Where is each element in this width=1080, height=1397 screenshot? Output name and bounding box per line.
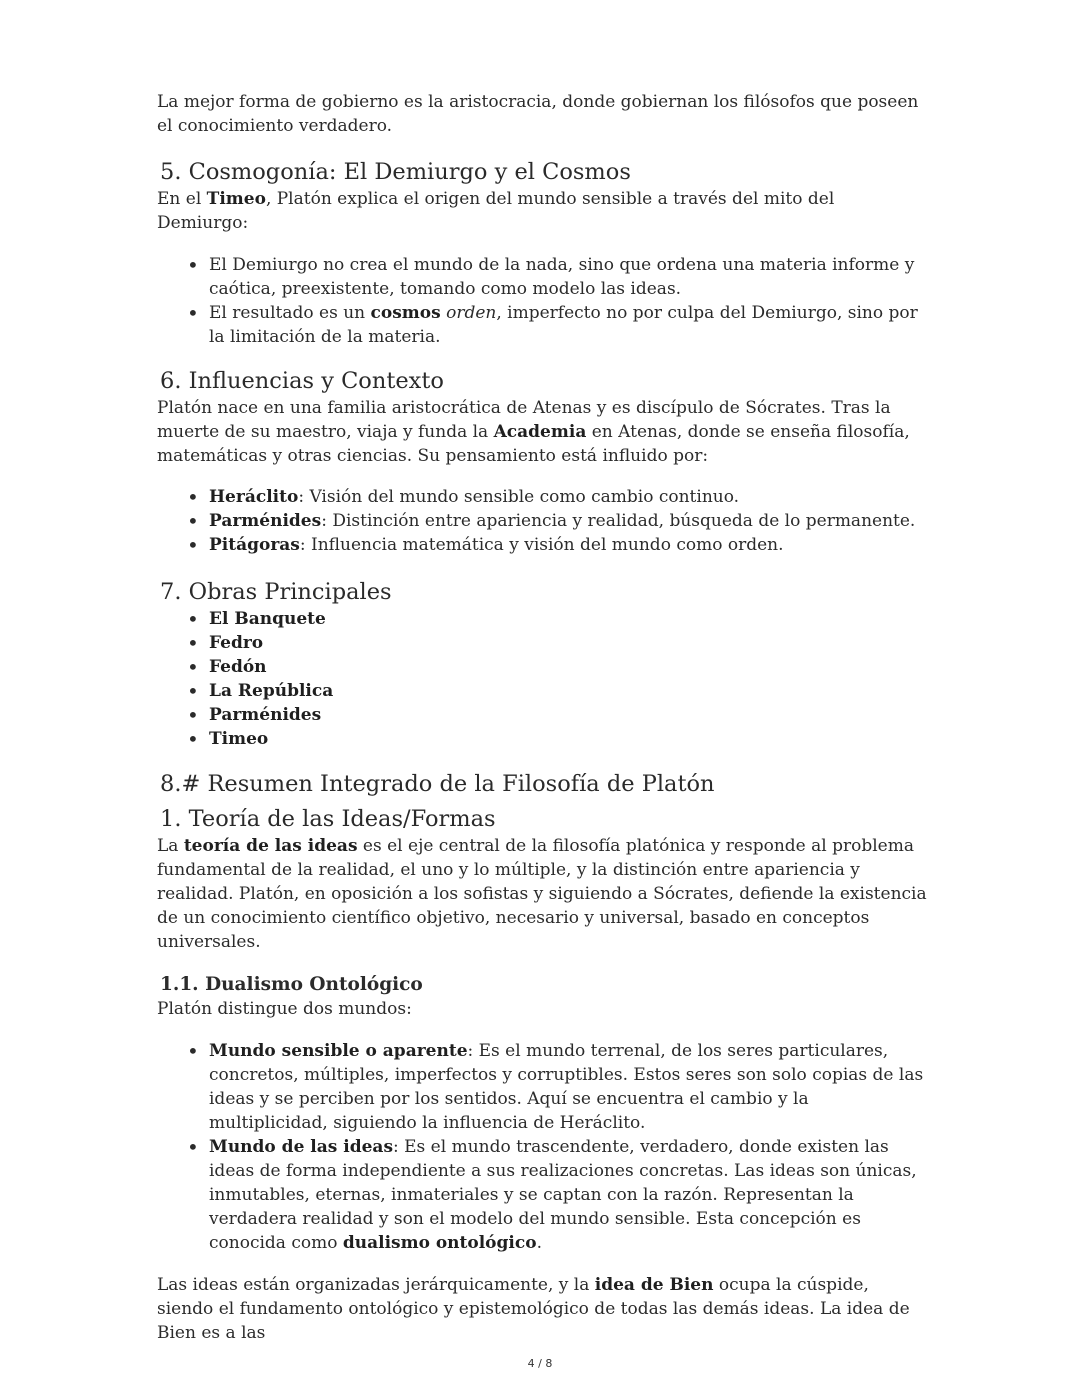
list-item: • Timeo — [157, 727, 927, 751]
page-number: 4 / 8 — [527, 1357, 553, 1370]
list-item: • El Demiurgo no crea el mundo de la nada, sino que ordena una materia informe y caótica, preexistente, tomando como modelo las ideas. — [157, 253, 927, 301]
list-item: • Fedro — [157, 631, 927, 655]
hierarchy-paragraph: Las ideas están organizadas jerárquicamente, y la idea de Bien ocupa la cúspide, siendo el fundamento ontológico y epistemológico de todas las demás ideas. La idea de Bien es a las — [157, 1275, 910, 1343]
section-7-heading: 7. Obras Principales — [160, 579, 392, 605]
section-6-heading: 6. Influencias y Contexto — [160, 368, 444, 394]
dualism-heading: 1.1. Dualismo Ontológico — [160, 974, 423, 995]
list-item: • Parménides: Distinción entre apariencia y realidad, búsqueda de lo permanente. — [157, 509, 927, 533]
list-item: • Heráclito: Visión del mundo sensible como cambio continuo. — [157, 485, 927, 509]
list-item: • Parménides — [157, 703, 927, 727]
list-item: • Fedón — [157, 655, 927, 679]
intro-paragraph: La mejor forma de gobierno es la aristocracia, donde gobiernan los filósofos que poseen el conocimiento verdadero. — [157, 92, 919, 136]
section-5-list — [157, 253, 927, 349]
section-6-paragraph: Platón nace en una familia aristocrática de Atenas y es discípulo de Sócrates. Tras la muerte de su maestro, viaja y funda la Academia en Atenas, donde se enseña filosofía, matemáticas y otras ciencias. Su pensamiento está influido por: — [157, 398, 910, 466]
theory-of-ideas-heading: 1. Teoría de las Ideas/Formas — [160, 806, 496, 832]
list-item: • Mundo de las ideas: Es el mundo trascendente, verdadero, donde existen las ideas de forma independiente a sus realizaciones concretas. Las ideas son únicas, inmutables, eternas, inmateriales y se captan con la razón. Representan la verdadera realidad y son el modelo del mundo sensible. Esta concepción es conocida como dualismo ontológico. — [157, 1135, 927, 1255]
theory-paragraph: La teoría de las ideas es el eje central de la filosofía platónica y responde al problema fundamental de la realidad, el uno y lo múltiple, y la distinción entre apariencia y realidad. Platón, en oposición a los sofistas y siguiendo a Sócrates, defiende la existencia de un conocimiento científico objetivo, necesario y universal, basado en conceptos universales. — [157, 836, 927, 952]
list-item: • El Banquete — [157, 607, 927, 631]
list-item: • Pitágoras: Influencia matemática y visión del mundo como orden. — [157, 533, 927, 557]
document-page — [157, 90, 927, 1345]
list-item: • El resultado es un cosmos orden, imperfecto no por culpa del Demiurgo, sino por la limitación de la materia. — [157, 301, 927, 349]
influences-list — [157, 485, 927, 557]
list-item: • La República — [157, 679, 927, 703]
worlds-list — [157, 1039, 927, 1255]
list-item: • Mundo sensible o aparente: Es el mundo terrenal, de los seres particulares, concretos, múltiples, imperfectos y corruptibles. Estos seres son solo copias de las ideas y se perciben por los sentidos. Aquí se encuentra el cambio y la multiplicidad, siguiendo la influencia de Heráclito. — [157, 1039, 927, 1135]
works-list — [157, 607, 927, 751]
dualism-paragraph: Platón distingue dos mundos: — [157, 999, 412, 1019]
section-5-heading: 5. Cosmogonía: El Demiurgo y el Cosmos — [160, 159, 631, 185]
section-8-heading: 8.# Resumen Integrado de la Filosofía de Platón — [160, 771, 715, 797]
section-5-paragraph: En el Timeo, Platón explica el origen del mundo sensible a través del mito del Demiurgo: — [157, 189, 835, 233]
